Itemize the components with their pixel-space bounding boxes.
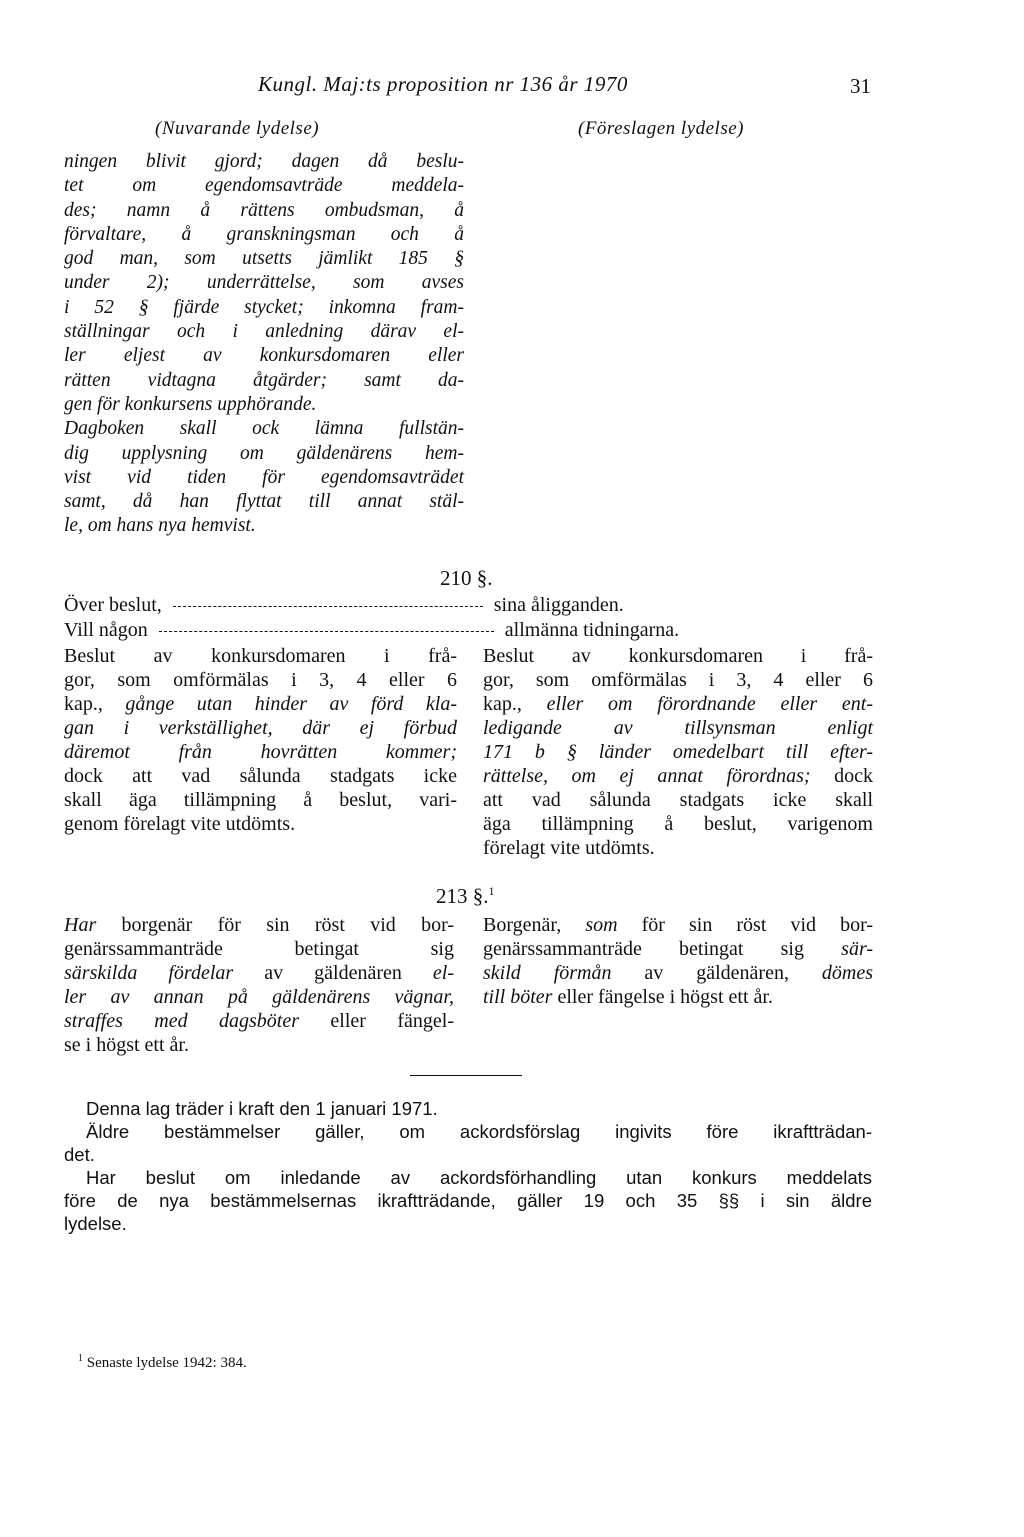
section-210-left-column [64, 644, 457, 836]
italic-text-run: däremot från hovrätten kommer; [64, 741, 457, 763]
italic-text-run: gånge utan hinder av förd kla- [102, 693, 457, 715]
text-run: genärssammanträde betingat sig [64, 938, 454, 960]
s210-right-line [483, 740, 873, 764]
current-text-line: dig upplysning om gäldenärens hem- [64, 442, 464, 464]
left-column-heading: (Nuvarande lydelse) [155, 118, 320, 139]
text-run: av gäldenären, [611, 962, 822, 984]
current-text-block [64, 150, 464, 539]
s210-right-line [483, 836, 873, 860]
s210-right-line [483, 644, 873, 668]
current-text-line: ställningar och i anledning därav el- [64, 321, 464, 343]
section-213-label: 213 §. [436, 884, 489, 908]
italic-text-run: gan i verkställighet, där ej förbud [64, 717, 457, 739]
text-run: av gäldenären [233, 962, 433, 984]
s210-right-line [483, 668, 873, 692]
closing-paragraph-3-line-3: lydelse. [64, 1213, 127, 1234]
s210-right-line [483, 812, 873, 836]
current-text-line: i 52 § fjärde stycket; inkomna fram- [64, 296, 464, 318]
s210-left-line [64, 692, 457, 716]
s210-right-line [483, 764, 873, 788]
current-text-line: rätten vidtagna åtgärder; samt da- [64, 369, 464, 391]
footnote [78, 1353, 247, 1372]
italic-text-run: 171 b § länder omedelbart till efter- [483, 741, 873, 763]
italic-text-run: skild förmån [483, 962, 612, 984]
section-213-left-column [64, 913, 454, 1057]
section-210-right-column [483, 644, 873, 860]
s210-left-line [64, 788, 457, 812]
text-run: att vad sålunda stadgats icke skall [483, 789, 873, 811]
text-run: för sin röst vid bor- [617, 914, 873, 936]
s210-left-line [64, 740, 457, 764]
s213-left-line [64, 937, 454, 961]
closing-paragraph-3-line-2: före de nya bestämmelsernas ikraftträdande, gäller 19 och 35 §§ i sin äldre [64, 1190, 872, 1211]
s210-right-line [483, 716, 873, 740]
italic-text-run: särskilda fördelar [64, 962, 234, 984]
current-text-line: under 2); underrättelse, som avses [64, 272, 464, 294]
section-210-line1 [64, 593, 754, 617]
s213-left-line [64, 985, 454, 1009]
text-run: dock [810, 765, 873, 787]
section-210-line2 [64, 618, 754, 642]
s210-right-line [483, 692, 873, 716]
s210-left-line [64, 668, 457, 692]
text-run: genärssammanträde betingat sig [483, 938, 842, 960]
current-text-line: förvaltare, å granskningsman och å [64, 223, 464, 245]
s213-left-line [64, 913, 454, 937]
text-run: skall äga tillämpning å beslut, vari- [64, 789, 457, 811]
italic-text-run: som [585, 914, 618, 936]
closing-paragraph-2-line-1: Äldre bestämmelser gäller, om ackordsförslag ingivits före ikraftträdan- [86, 1121, 872, 1142]
section-divider-rule [410, 1075, 522, 1076]
s213-right-line [483, 937, 873, 961]
closing-text [64, 1097, 872, 1235]
current-text-line: god man, som utsetts jämlikt 185 § [64, 248, 464, 270]
text-run: dock att vad sålunda stadgats icke [64, 765, 457, 787]
right-column-heading: (Föreslagen lydelse) [578, 118, 744, 139]
italic-text-run: ler av annan på gäldenärens vägnar, [64, 986, 454, 1008]
s213-right-line [483, 961, 873, 985]
italic-text-run: rättelse, om ej annat förordnas; [483, 765, 811, 787]
italic-text-run: sär- [841, 938, 873, 960]
italic-text-run: Har [64, 914, 97, 936]
current-text-line: vist vid tiden för egendomsavträdet [64, 466, 464, 488]
current-text-line: gen för konkursens upphörande. [64, 393, 317, 415]
s210-left-line [64, 812, 457, 836]
s213-right-line [483, 985, 873, 1009]
text-run: eller fängelse i högst ett år. [552, 986, 773, 1008]
section-213-heading [436, 884, 495, 909]
italic-text-run: dömes [821, 962, 873, 984]
line1-left-text: Över beslut, [64, 594, 162, 616]
s210-right-line [483, 788, 873, 812]
s213-left-line [64, 1033, 454, 1057]
current-text-line: des; namn å rättens ombudsman, å [64, 199, 464, 221]
text-run: kap., [64, 693, 103, 715]
text-run: kap., [483, 693, 522, 715]
italic-text-run: till böter [483, 986, 553, 1008]
text-run: genom förelagt vite utdömts. [64, 813, 296, 835]
current-text-line: le, om hans nya hemvist. [64, 515, 256, 537]
page-number: 31 [850, 74, 871, 98]
closing-paragraph-1: Denna lag träder i kraft den 1 januari 1971. [86, 1098, 438, 1119]
text-run: eller fängel- [299, 1010, 454, 1032]
text-run: förelagt vite utdömts. [483, 837, 655, 859]
line2-right-text: allmänna tidningarna. [504, 619, 680, 641]
current-text-line: ler eljest av konkursdomaren eller [64, 345, 464, 367]
text-run: gor, som omförmälas i 3, 4 eller 6 [64, 669, 457, 691]
current-text-line: ningen blivit gjord; dagen då beslu- [64, 151, 464, 172]
footnote-marker: 1 [78, 1353, 83, 1364]
section-210-heading: 210 §. [440, 566, 493, 590]
s210-left-line [64, 644, 457, 668]
closing-paragraph-2-line-2: det. [64, 1144, 95, 1165]
footnote-text: Senaste lydelse 1942: 384. [86, 1355, 247, 1371]
closing-paragraph-3-line-1: Har beslut om inledande av ackordsförhandling utan konkurs meddelats [86, 1167, 872, 1188]
line1-right-text: sina åligganden. [493, 594, 624, 616]
text-run: Beslut av konkursdomaren i frå- [483, 645, 873, 667]
text-run: Borgenär, [483, 914, 586, 936]
omission-dashes [159, 631, 494, 632]
italic-text-run: el- [432, 962, 455, 984]
text-run: äga tillämpning å beslut, varigenom [483, 813, 873, 835]
running-header: Kungl. Maj:ts proposition nr 136 år 1970 [258, 72, 628, 96]
current-text-line: Dagboken skall ock lämna fullstän- [64, 418, 464, 440]
italic-text-run: eller om förordnande eller ent- [521, 693, 873, 715]
s210-left-line [64, 716, 457, 740]
text-run: borgenär för sin röst vid bor- [96, 914, 454, 936]
s213-left-line [64, 961, 454, 985]
footnote-reference: 1 [488, 884, 495, 898]
section-213-right-column [483, 913, 873, 1009]
text-run: gor, som omförmälas i 3, 4 eller 6 [483, 669, 873, 691]
text-run: Beslut av konkursdomaren i frå- [64, 645, 457, 667]
s213-right-line [483, 913, 873, 937]
italic-text-run: straffes med dagsböter [64, 1010, 300, 1032]
italic-text-run: ledigande av tillsynsman enligt [483, 717, 873, 739]
omission-dashes [173, 606, 483, 607]
s210-left-line [64, 764, 457, 788]
current-text-line: samt, då han flyttat till annat stäl- [64, 491, 464, 513]
text-run: se i högst ett år. [64, 1034, 189, 1056]
current-text-line: tet om egendomsavträde meddela- [64, 175, 464, 197]
s213-left-line [64, 1009, 454, 1033]
line2-left-text: Vill någon [64, 619, 148, 641]
